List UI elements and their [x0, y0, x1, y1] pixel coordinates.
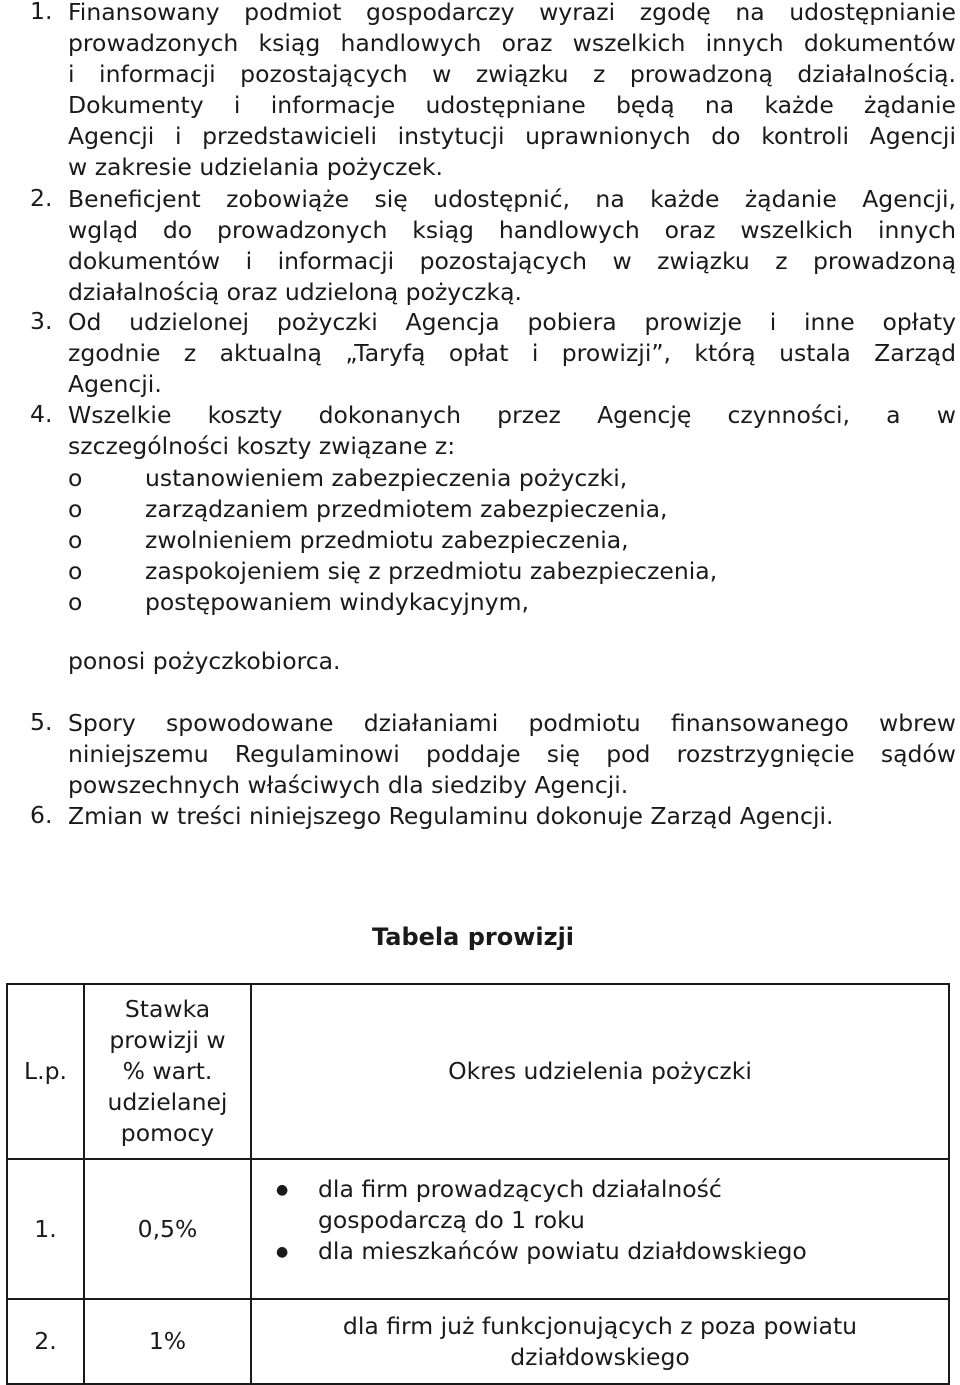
header-rate-line: Stawka: [124, 995, 211, 1023]
text-line: dokumentów i informacji pozostających w związku z prowadzoną: [68, 247, 956, 275]
text-line: niniejszemu Regulaminowi poddaje się pod rozstrzygnięcie sądów: [68, 740, 956, 768]
header-rate-line: udzielanej: [107, 1088, 228, 1116]
item-number: 2.: [30, 184, 53, 212]
circle-bullet-icon: o: [68, 588, 83, 616]
text-line: Od udzielonej pożyczki Agencja pobiera prowizje i inne opłaty: [68, 308, 956, 336]
cell-lp: 1.: [7, 1159, 84, 1299]
item-number: 3.: [30, 307, 53, 335]
table-title: Tabela prowizji: [371, 923, 575, 951]
sub-item-text: zwolnieniem przedmiotu zabezpieczenia,: [145, 526, 629, 554]
circle-bullet-icon: o: [68, 526, 83, 554]
period-bullet-item: ● dla mieszkańców powiatu działdowskiego: [318, 1236, 948, 1267]
cell-period: [251, 1299, 949, 1384]
item-number: 4.: [30, 400, 53, 428]
text-line: Dokumenty i informacje udostępniane będą na każde żądanie: [68, 91, 956, 119]
cell-period: [251, 1159, 949, 1299]
circle-bullet-icon: o: [68, 557, 83, 585]
header-lp: L.p.: [7, 984, 84, 1159]
header-rate-line: pomocy: [120, 1119, 215, 1147]
table-row: [7, 1299, 949, 1384]
item-number: 1.: [30, 0, 53, 25]
sub-item-text: postępowaniem windykacyjnym,: [145, 588, 529, 616]
text-line: Wszelkie koszty dokonanych przez Agencję czynności, a w: [68, 401, 956, 429]
text-line: i informacji pozostających w związku z prowadzoną działalnością.: [68, 60, 956, 88]
text-line: powszechnych właściwych dla siedziby Agencji.: [68, 771, 629, 799]
sub-item-text: ustanowieniem zabezpieczenia pożyczki,: [145, 464, 628, 492]
text-line: zgodnie z aktualną „Taryfą opłat i prowizji”, którą ustala Zarząd: [68, 339, 956, 367]
closing-text: ponosi pożyczkobiorca.: [68, 647, 341, 675]
header-rate-line: prowizji w: [109, 1026, 226, 1054]
header-rate: [84, 984, 251, 1159]
commission-table: [6, 983, 950, 1385]
text-line: szczególności koszty związane z:: [68, 432, 456, 460]
item-number: 5.: [30, 708, 53, 736]
text-line: Agencji.: [68, 370, 162, 398]
cell-lp: 2.: [7, 1299, 84, 1384]
text-line: Finansowany podmiot gospodarczy wyrazi zgodę na udostępnianie: [68, 0, 956, 26]
text-line: działalnością oraz udzieloną pożyczką.: [68, 278, 522, 306]
text-line: prowadzonych ksiąg handlowych oraz wszelkich innych dokumentów: [68, 29, 956, 57]
table-row: [7, 1159, 949, 1299]
text-line: wgląd do prowadzonych ksiąg handlowych oraz wszelkich innych: [68, 216, 956, 244]
period-bullet-item: ● dla firm prowadzących działalność gospodarczą do 1 roku: [318, 1174, 778, 1236]
text-line: w zakresie udzielania pożyczek.: [68, 153, 444, 181]
circle-bullet-icon: o: [68, 464, 83, 492]
circle-bullet-icon: o: [68, 495, 83, 523]
period-text: dla firm już funkcjonujących z poza powiatu działdowskiego: [342, 1311, 858, 1371]
item-number: 6.: [30, 801, 53, 829]
header-period: Okres udzielenia pożyczki: [251, 984, 949, 1159]
cell-rate: 1%: [84, 1299, 251, 1384]
text-line: Spory spowodowane działaniami podmiotu finansowanego wbrew: [68, 709, 956, 737]
text-line: Zmian w treści niniejszego Regulaminu dokonuje Zarząd Agencji.: [68, 802, 834, 830]
period-bullet-list: [270, 1174, 948, 1267]
text-line: Beneficjent zobowiąże się udostępnić, na każde żądanie Agencji,: [68, 185, 956, 213]
text-line: Agencji i przedstawicieli instytucji uprawnionych do kontroli Agencji: [68, 122, 956, 150]
header-rate-line: % wart.: [122, 1057, 213, 1085]
table-header-row: [7, 984, 949, 1159]
sub-item-text: zarządzaniem przedmiotem zabezpieczenia,: [145, 495, 668, 523]
sub-item-text: zaspokojeniem się z przedmiotu zabezpieczenia,: [145, 557, 718, 585]
cell-rate: 0,5%: [84, 1159, 251, 1299]
